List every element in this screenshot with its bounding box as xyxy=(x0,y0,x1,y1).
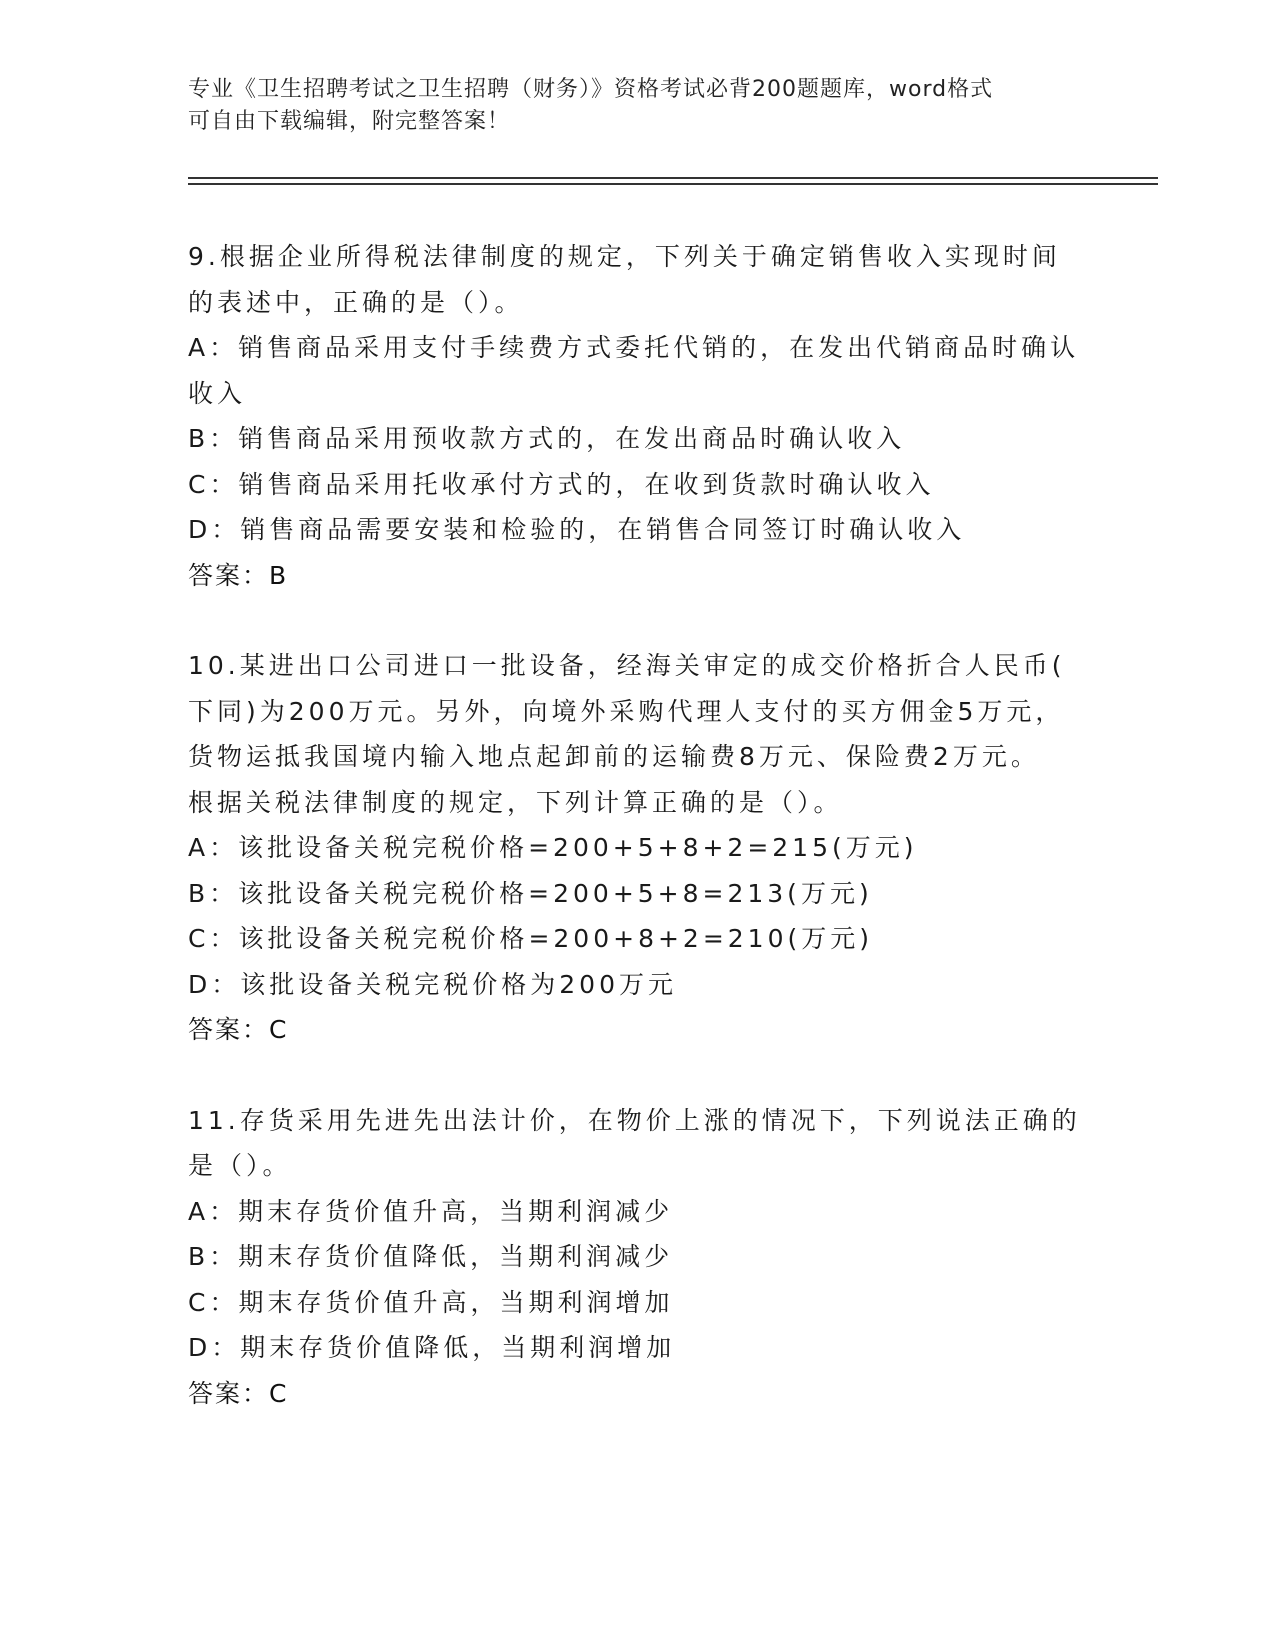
question-10 xyxy=(188,643,1108,1053)
question-11 xyxy=(188,1098,1108,1417)
header-divider-top xyxy=(188,177,1158,179)
document-header xyxy=(188,74,1068,138)
question-stem: 11.存货采用先进先出法计价，在物价上涨的情况下，下列说法正确的 xyxy=(188,1105,1081,1135)
question-stem: 是（）。 xyxy=(188,1151,292,1180)
question-stem: 货物运抵我国境内输入地点起卸前的运输费8万元、保险费2万元。 xyxy=(188,742,1040,771)
question-stem: 的表述中，正确的是（）。 xyxy=(188,287,524,317)
option-a-continued: 收入 xyxy=(188,378,247,408)
option-c: C：该批设备关税完税价格=200+8+2=210(万元) xyxy=(188,924,873,953)
header-divider-bottom xyxy=(188,183,1158,185)
option-c: C：期末存货价值升高，当期利润增加 xyxy=(188,1287,674,1317)
option-d: D：该批设备关税完税价格为200万元 xyxy=(188,969,677,999)
option-c: C：销售商品采用托收承付方式的，在收到货款时确认收入 xyxy=(188,469,935,499)
question-list xyxy=(188,234,1108,1461)
option-b: B：销售商品采用预收款方式的，在发出商品时确认收入 xyxy=(188,424,906,453)
answer-line: 答案：C xyxy=(188,1378,289,1408)
option-a: A：销售商品采用支付手续费方式委托代销的，在发出代销商品时确认 xyxy=(188,333,1080,362)
header-line-2: 可自由下载编辑，附完整答案！ xyxy=(188,109,511,134)
option-b: B：该批设备关税完税价格=200+5+8=213(万元) xyxy=(188,878,873,908)
question-stem: 9.根据企业所得税法律制度的规定，下列关于确定销售收入实现时间 xyxy=(188,242,1061,271)
option-b: B：期末存货价值降低，当期利润减少 xyxy=(188,1242,674,1271)
answer-line: 答案：B xyxy=(188,560,289,590)
option-d: D：期末存货价值降低，当期利润增加 xyxy=(188,1333,676,1362)
question-stem: 10.某进出口公司进口一批设备，经海关审定的成交价格折合人民币( xyxy=(188,651,1066,680)
question-9 xyxy=(188,234,1108,598)
option-d: D：销售商品需要安装和检验的，在销售合同签订时确认收入 xyxy=(188,515,966,544)
answer-line: 答案：C xyxy=(188,1015,289,1044)
option-a: A：期末存货价值升高，当期利润减少 xyxy=(188,1196,674,1226)
question-stem: 根据关税法律制度的规定，下列计算正确的是（）。 xyxy=(188,787,843,817)
header-line-1: 专业《卫生招聘考试之卫生招聘（财务）》资格考试必背200题题库，word格式 xyxy=(188,77,994,102)
question-stem: 下同)为200万元。另外，向境外采购代理人支付的买方佣金5万元， xyxy=(188,696,1065,726)
option-a: A：该批设备关税完税价格=200+5+8+2=215(万元) xyxy=(188,833,918,862)
